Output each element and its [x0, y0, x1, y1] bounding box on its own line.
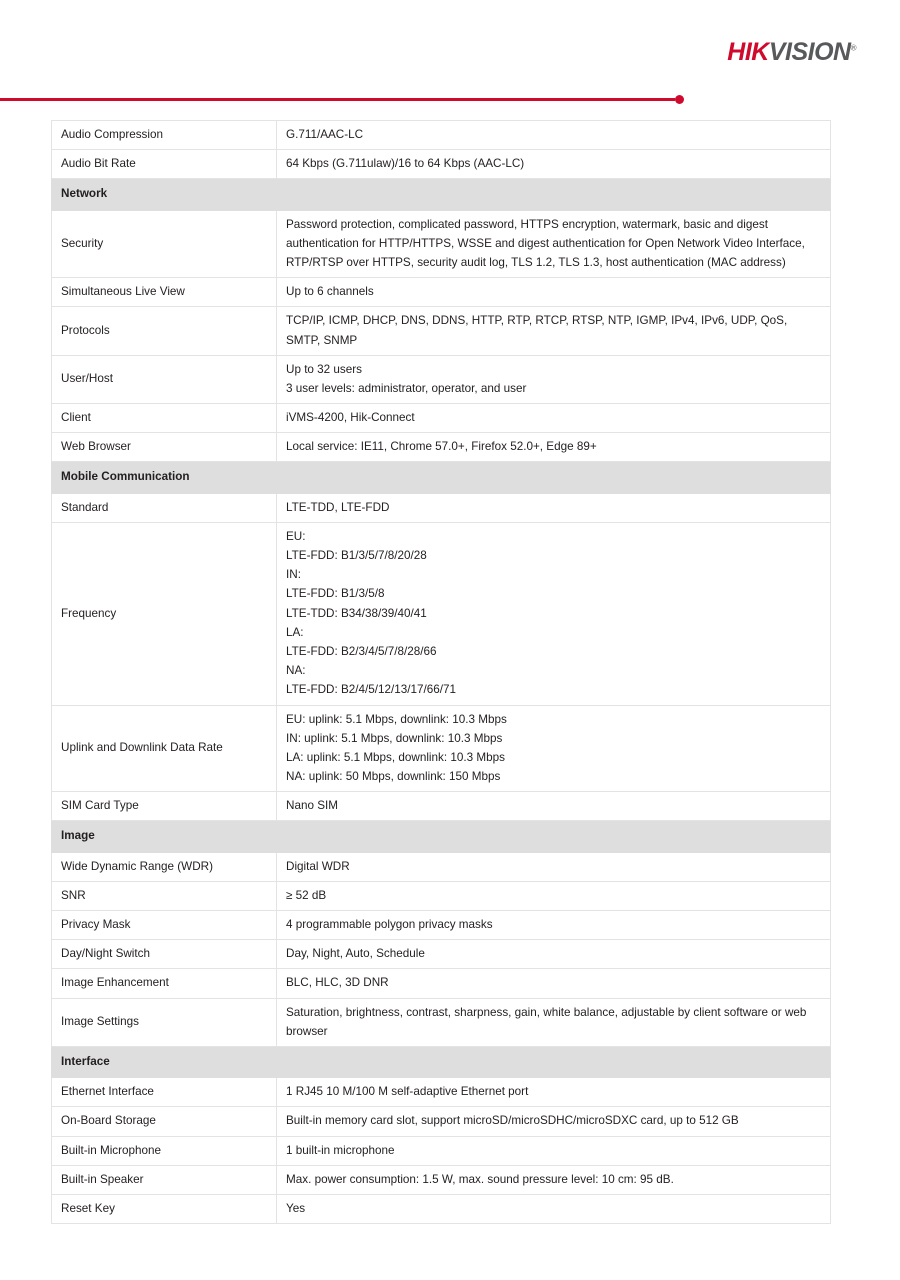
row-value-line: IN: uplink: 5.1 Mbps, downlink: 10.3 Mbps — [286, 731, 503, 745]
section-header-label: Mobile Communication — [52, 462, 831, 493]
table-row — [52, 792, 831, 821]
row-value — [277, 150, 831, 179]
row-value-text: Yes — [286, 1201, 306, 1215]
row-value-line: Up to 32 users — [286, 362, 363, 376]
row-label: Frequency — [52, 522, 277, 705]
table-row — [52, 355, 831, 403]
row-label: Privacy Mask — [52, 911, 277, 940]
row-value-text: 1 RJ45 10 M/100 M self-adaptive Ethernet port — [286, 1085, 529, 1099]
row-label: Audio Compression — [52, 121, 277, 150]
row-value-text: Max. power consumption: 1.5 W, max. sound pressure level: 10 cm: 95 dB. — [286, 1172, 674, 1186]
row-value-line: NA: — [286, 664, 306, 678]
row-value — [277, 940, 831, 969]
table-row — [52, 1165, 831, 1194]
table-row — [52, 911, 831, 940]
table-row — [52, 433, 831, 462]
row-label: Standard — [52, 493, 277, 522]
row-value-text: ≥ 52 dB — [286, 888, 327, 902]
row-value-text: Digital WDR — [286, 859, 350, 873]
logo-hik-text: HIK — [727, 38, 769, 66]
row-value — [277, 911, 831, 940]
table-row — [52, 969, 831, 998]
table-row — [52, 210, 831, 278]
row-value-text: Password protection, complicated password, HTTPS encryption, watermark, basic and digest authentication for HTTP/HTTPS, WSSE and digest authentication for Open Network Video Interface, RTP/RTSP over HTTPS, security audit log, TLS 1.2, TLS 1.3, host authentication (MAC address) — [286, 217, 805, 269]
row-value-text: TCP/IP, ICMP, DHCP, DNS, DDNS, HTTP, RTP, RTCP, RTSP, NTP, IGMP, IPv4, IPv6, UDP, QoS, SMTP, SNMP — [286, 314, 788, 347]
divider-line — [0, 98, 675, 101]
table-row — [52, 493, 831, 522]
row-value — [277, 1107, 831, 1136]
table-row — [52, 852, 831, 881]
row-value — [277, 881, 831, 910]
divider-dot-icon — [675, 95, 684, 104]
table-section-header — [52, 1046, 831, 1077]
row-label: Web Browser — [52, 433, 277, 462]
table-row — [52, 881, 831, 910]
table-section-header — [52, 821, 831, 852]
row-value — [277, 355, 831, 403]
row-value-text: Built-in memory card slot, support microSD/microSDHC/microSDXC card, up to 512 GB — [286, 1114, 739, 1128]
row-value — [277, 1078, 831, 1107]
row-value — [277, 998, 831, 1046]
row-value — [277, 307, 831, 355]
row-label: Client — [52, 404, 277, 433]
row-value-line: 3 user levels: administrator, operator, and user — [286, 381, 527, 395]
row-value-line: EU: — [286, 529, 306, 543]
table-row — [52, 121, 831, 150]
specifications-table-body — [52, 121, 831, 1224]
row-value — [277, 121, 831, 150]
row-label: Protocols — [52, 307, 277, 355]
table-row — [52, 278, 831, 307]
row-value — [277, 493, 831, 522]
row-value — [277, 969, 831, 998]
row-value — [277, 1165, 831, 1194]
row-value-text: G.711/AAC-LC — [286, 128, 364, 141]
table-section-header — [52, 462, 831, 493]
table-row — [52, 307, 831, 355]
row-value-text: iVMS-4200, Hik-Connect — [286, 411, 415, 425]
row-label: Built-in Microphone — [52, 1136, 277, 1165]
table-row — [52, 1107, 831, 1136]
row-label: Image Enhancement — [52, 969, 277, 998]
table-row — [52, 940, 831, 969]
row-value-text: 1 built-in microphone — [286, 1143, 395, 1157]
row-value-text: Up to 6 channels — [286, 285, 374, 299]
row-value — [277, 278, 831, 307]
row-label: Security — [52, 210, 277, 278]
row-value — [277, 404, 831, 433]
row-label: SIM Card Type — [52, 792, 277, 821]
row-label: User/Host — [52, 355, 277, 403]
row-label: Day/Night Switch — [52, 940, 277, 969]
row-value — [277, 433, 831, 462]
row-value-line: LTE-TDD: B34/38/39/40/41 — [286, 606, 427, 620]
table-row — [52, 705, 831, 792]
specifications-table — [51, 120, 831, 1224]
row-value-text: Day, Night, Auto, Schedule — [286, 947, 425, 961]
row-label: SNR — [52, 881, 277, 910]
row-value — [277, 1136, 831, 1165]
row-value-line: NA: uplink: 50 Mbps, downlink: 150 Mbps — [286, 770, 501, 784]
table-row — [52, 150, 831, 179]
row-value-line: LA: uplink: 5.1 Mbps, downlink: 10.3 Mbps — [286, 750, 505, 764]
section-header-label: Image — [52, 821, 831, 852]
row-value — [277, 522, 831, 705]
row-value-line: LTE-FDD: B2/4/5/12/13/17/66/71 — [286, 683, 456, 697]
registered-mark-icon: ® — [850, 43, 856, 53]
row-label: Simultaneous Live View — [52, 278, 277, 307]
section-header-label: Network — [52, 179, 831, 210]
row-value — [277, 1194, 831, 1223]
row-value — [277, 210, 831, 278]
row-value-line: LA: — [286, 625, 304, 639]
row-value-text: BLC, HLC, 3D DNR — [286, 976, 389, 990]
row-value-line: IN: — [286, 568, 301, 582]
row-value-line: LTE-FDD: B1/3/5/7/8/20/28 — [286, 549, 427, 562]
row-label: Reset Key — [52, 1194, 277, 1223]
row-label: Uplink and Downlink Data Rate — [52, 705, 277, 792]
table-section-header — [52, 179, 831, 210]
row-label: Built-in Speaker — [52, 1165, 277, 1194]
row-label: Ethernet Interface — [52, 1078, 277, 1107]
table-row — [52, 1078, 831, 1107]
hikvision-logo — [727, 40, 856, 65]
row-value-text: 64 Kbps (G.711ulaw)/16 to 64 Kbps (AAC-LC) — [286, 157, 525, 171]
table-row — [52, 522, 831, 705]
table-row — [52, 1194, 831, 1223]
logo-vision-text: VISION — [768, 38, 851, 66]
row-label: Wide Dynamic Range (WDR) — [52, 852, 277, 881]
row-value-text: Nano SIM — [286, 799, 338, 813]
section-header-label: Interface — [52, 1046, 831, 1077]
table-row — [52, 404, 831, 433]
row-value — [277, 852, 831, 881]
row-value — [277, 705, 831, 792]
row-value-text: LTE-TDD, LTE-FDD — [286, 500, 390, 514]
row-label: On-Board Storage — [52, 1107, 277, 1136]
table-row — [52, 998, 831, 1046]
row-value-line: LTE-FDD: B1/3/5/8 — [286, 587, 385, 601]
header-divider — [0, 94, 900, 106]
table-row — [52, 1136, 831, 1165]
page-header — [0, 0, 900, 100]
row-value — [277, 792, 831, 821]
row-value-line: LTE-FDD: B2/3/4/5/7/8/28/66 — [286, 644, 437, 658]
row-value-text: 4 programmable polygon privacy masks — [286, 918, 493, 931]
row-label: Audio Bit Rate — [52, 150, 277, 179]
row-value-line: EU: uplink: 5.1 Mbps, downlink: 10.3 Mbps — [286, 712, 507, 726]
row-label: Image Settings — [52, 998, 277, 1046]
row-value-text: Local service: IE11, Chrome 57.0+, Firefox 52.0+, Edge 89+ — [286, 440, 597, 454]
row-value-text: Saturation, brightness, contrast, sharpness, gain, white balance, adjustable by client software or web browser — [286, 1005, 807, 1038]
